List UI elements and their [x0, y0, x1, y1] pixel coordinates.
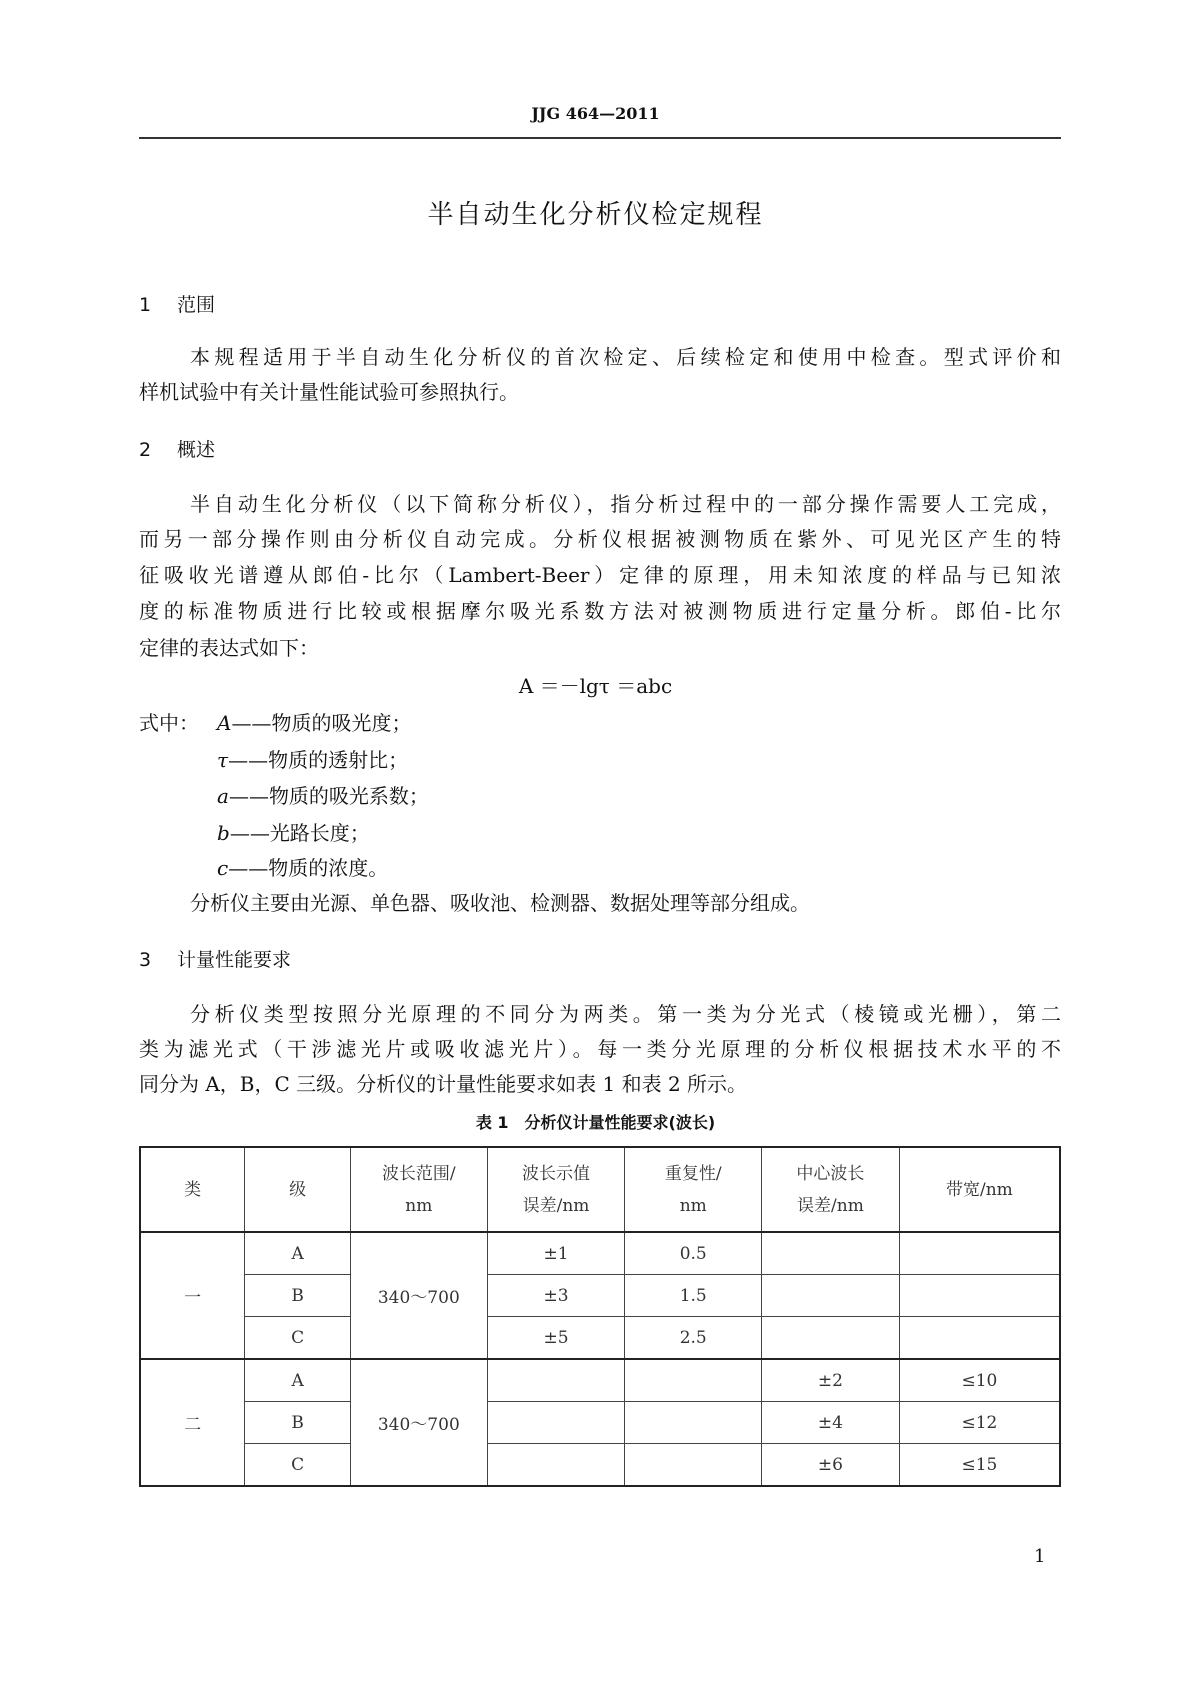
bandwidth-cell: ≤10: [899, 1359, 1060, 1402]
page-number: 1: [1034, 1546, 1046, 1567]
section-heading-2: 2 概述: [139, 439, 216, 461]
center-error-cell: ±6: [762, 1444, 900, 1487]
repeatability-cell: [625, 1444, 762, 1487]
center-error-cell: ±4: [762, 1402, 900, 1444]
bandwidth-cell: [899, 1275, 1060, 1317]
range-cell: 340～700: [350, 1232, 487, 1359]
paragraph-line: 类为滤光式（干涉滤光片或吸收滤光片）。每一类分光原理的分析仪根据技术水平的不: [139, 1037, 1061, 1061]
grade-cell: C: [245, 1444, 351, 1487]
grade-cell: C: [245, 1317, 351, 1360]
table-header-cell: 级: [245, 1147, 351, 1232]
grade-cell: B: [245, 1402, 351, 1444]
document-header: JJG 464—2011: [531, 104, 660, 123]
center-error-cell: [762, 1232, 900, 1275]
table-header-cell: 波长范围/ nm: [350, 1147, 487, 1232]
center-error-cell: [762, 1317, 900, 1360]
repeatability-cell: 1.5: [625, 1275, 762, 1317]
formula: A ＝－lgτ ＝abc: [518, 674, 673, 698]
repeatability-cell: [625, 1402, 762, 1444]
table-header-cell: 类: [140, 1147, 245, 1232]
paragraph-line: 分析仪类型按照分光原理的不同分为两类。第一类为分光式（棱镜或光栅），第二: [190, 1002, 1061, 1026]
grade-cell: B: [245, 1275, 351, 1317]
paragraph-line: 度的标准物质进行比较或根据摩尔吸光系数方法对被测物质进行定量分析。郎伯-比尔: [139, 599, 1061, 623]
center-error-cell: [762, 1275, 900, 1317]
table-row: [140, 1317, 1060, 1360]
composition-text: 分析仪主要由光源、单色器、吸收池、检测器、数据处理等部分组成。: [190, 891, 810, 915]
paragraph-line: 定律的表达式如下：: [139, 636, 319, 660]
error-cell: ±5: [487, 1317, 625, 1360]
repeatability-cell: 0.5: [625, 1232, 762, 1275]
type-cell: 二: [140, 1359, 245, 1486]
page-title: 半自动生化分析仪检定规程: [427, 200, 764, 230]
paragraph-line: 样机试验中有关计量性能试验可参照执行。: [139, 380, 519, 404]
error-cell: [487, 1402, 625, 1444]
repeatability-cell: 2.5: [625, 1317, 762, 1360]
table-header-row: [140, 1147, 1060, 1232]
table-header-cell: 带宽/nm: [899, 1147, 1060, 1232]
table-header-cell: 重复性/ nm: [625, 1147, 762, 1232]
header-rule: [139, 137, 1061, 139]
range-cell: 340～700: [350, 1359, 487, 1486]
bandwidth-cell: [899, 1317, 1060, 1360]
table-row: [140, 1444, 1060, 1487]
bandwidth-cell: [899, 1232, 1060, 1275]
table-header-cell: 中心波长 误差/nm: [762, 1147, 900, 1232]
table-header-cell: 波长示值 误差/nm: [487, 1147, 625, 1232]
table-row: [140, 1275, 1060, 1317]
error-cell: [487, 1444, 625, 1487]
variable-A: A——物质的吸光度；: [217, 711, 412, 735]
table-row: [140, 1402, 1060, 1444]
error-cell: [487, 1359, 625, 1402]
error-cell: ±3: [487, 1275, 625, 1317]
paragraph-line: 本规程适用于半自动生化分析仪的首次检定、后续检定和使用中检查。型式评价和: [190, 345, 1061, 369]
bandwidth-cell: ≤12: [899, 1402, 1060, 1444]
paragraph-line: 而另一部分操作则由分析仪自动完成。分析仪根据被测物质在紫外、可见光区产生的特: [139, 527, 1061, 551]
bandwidth-cell: ≤15: [899, 1444, 1060, 1487]
table-row: [140, 1359, 1060, 1402]
paragraph-line: 征吸收光谱遵从郎伯-比尔（Lambert-Beer）定律的原理，用未知浓度的样品与已知浓: [139, 563, 1061, 587]
center-error-cell: ±2: [762, 1359, 900, 1402]
type-cell: 一: [140, 1232, 245, 1359]
section-heading-3: 3 计量性能要求: [139, 949, 292, 971]
grade-cell: A: [245, 1232, 351, 1275]
section-heading-1: 1 范围: [139, 294, 216, 316]
table-row: [140, 1232, 1060, 1275]
variable-tau: τ——物质的透射比；: [217, 748, 409, 772]
performance-table: [139, 1146, 1061, 1487]
paragraph-line: 半自动生化分析仪（以下简称分析仪），指分析过程中的一部分操作需要人工完成，: [190, 492, 1061, 516]
variable-c: c——物质的浓度。: [217, 856, 389, 880]
repeatability-cell: [625, 1359, 762, 1402]
variable-a: a——物质的吸光系数；: [217, 784, 429, 808]
paragraph-line: 同分为 A，B，C 三级。分析仪的计量性能要求如表 1 和表 2 所示。: [139, 1072, 748, 1096]
variable-b: b——光路长度；: [217, 821, 370, 845]
table-caption: 表 1 分析仪计量性能要求(波长): [475, 1113, 716, 1132]
grade-cell: A: [245, 1359, 351, 1402]
where-prefix: 式中：: [139, 711, 199, 735]
error-cell: ±1: [487, 1232, 625, 1275]
